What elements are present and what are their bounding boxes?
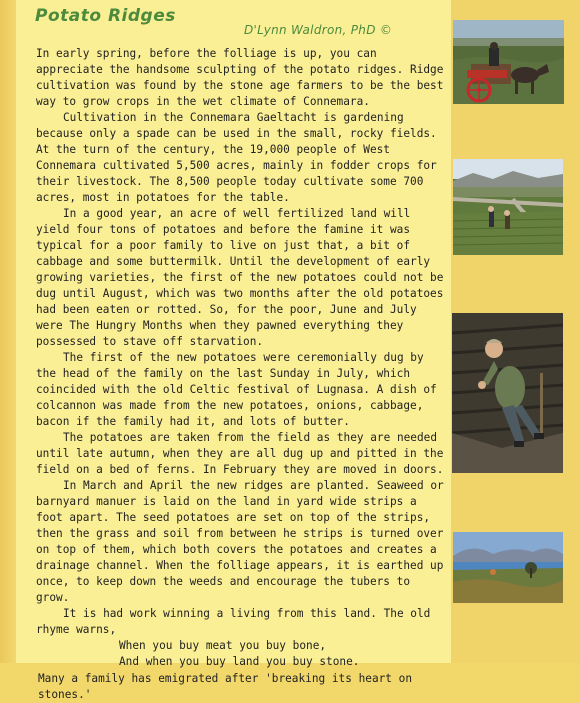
left-margin-strip (0, 0, 17, 663)
man-planting-potatoes-photo (452, 313, 563, 473)
closing-line: Many a family has emigrated after 'breaking its heart on stones.' (38, 672, 413, 701)
page-title: Potato Ridges (35, 6, 176, 26)
paragraph-7: It is had work winning a living from this land. The old rhyme warns, (36, 607, 431, 636)
donkey-cart-photo (453, 20, 564, 104)
paragraph-3: In a good year, an acre of well fertilized land will yield four tons of potatoes and before the famine it was typical for a poor family to live on just that, a bit of cabbage and some buttermilk. Until the development of early growing varieties, the first of the new potatoes could not be dug until August, which was two months after the old potatoes had been eaten or rotted. So, for the poor, June and July were The Hungry Months when they pawned everything they possessed to stave off starvation. (36, 207, 444, 348)
paragraph-4: The first of the new potatoes were ceremonially dug by the head of the family on the last Sunday in July, which coincided with the old Celtic festival of Lugnasa. A dish of colcannon was made from the new potatoes, onions, cabbage, bacon if the family had it, and lots of butter. (36, 351, 437, 428)
stone-walled-field-photo (453, 159, 563, 255)
paragraph-2: Cultivation in the Connemara Gaeltacht is gardening because only a spade can be used in the small, rocky fields. At the turn of the century, the 19,000 people of West Connemara cultivated 5,500 acres, mainly in fodder crops for their livestock. The 8,500 people today cultivate some 700 acres, most in potatoes for the table. (36, 111, 437, 204)
author-byline: D'Lynn Waldron, PhD © (244, 23, 393, 37)
article-body (36, 46, 446, 703)
paragraph-5: The potatoes are taken from the field as they are needed until late autumn, when they are all dug up and pitted in the field on a bed of ferns. In February they are moved in doors. (36, 431, 444, 476)
paragraph-6: In March and April the new ridges are planted. Seaweed or barnyard manuer is laid on the land in yard wide strips a foot apart. The seed potatoes are set on top of the strips, then the grass and soil from between he strips is turned over on top of them, which both covers the potatoes and creates a drainage channel. When the folliage appears, it is earthed up once, to keep down the weeds and encourage the tubers to grow. (36, 479, 444, 604)
coast-landscape-photo (453, 532, 563, 603)
rhyme-line-1: When you buy meat you buy bone, (119, 639, 327, 652)
rhyme-line-2: And when you buy land you buy stone. (119, 655, 360, 668)
paragraph-1: In early spring, before the folliage is up, you can appreciate the handsome sculpting of the potato ridges. Ridge cultivation was found by the stone age farmers to be the best way to grow crops in the wet climate of Connemara. (36, 47, 444, 108)
